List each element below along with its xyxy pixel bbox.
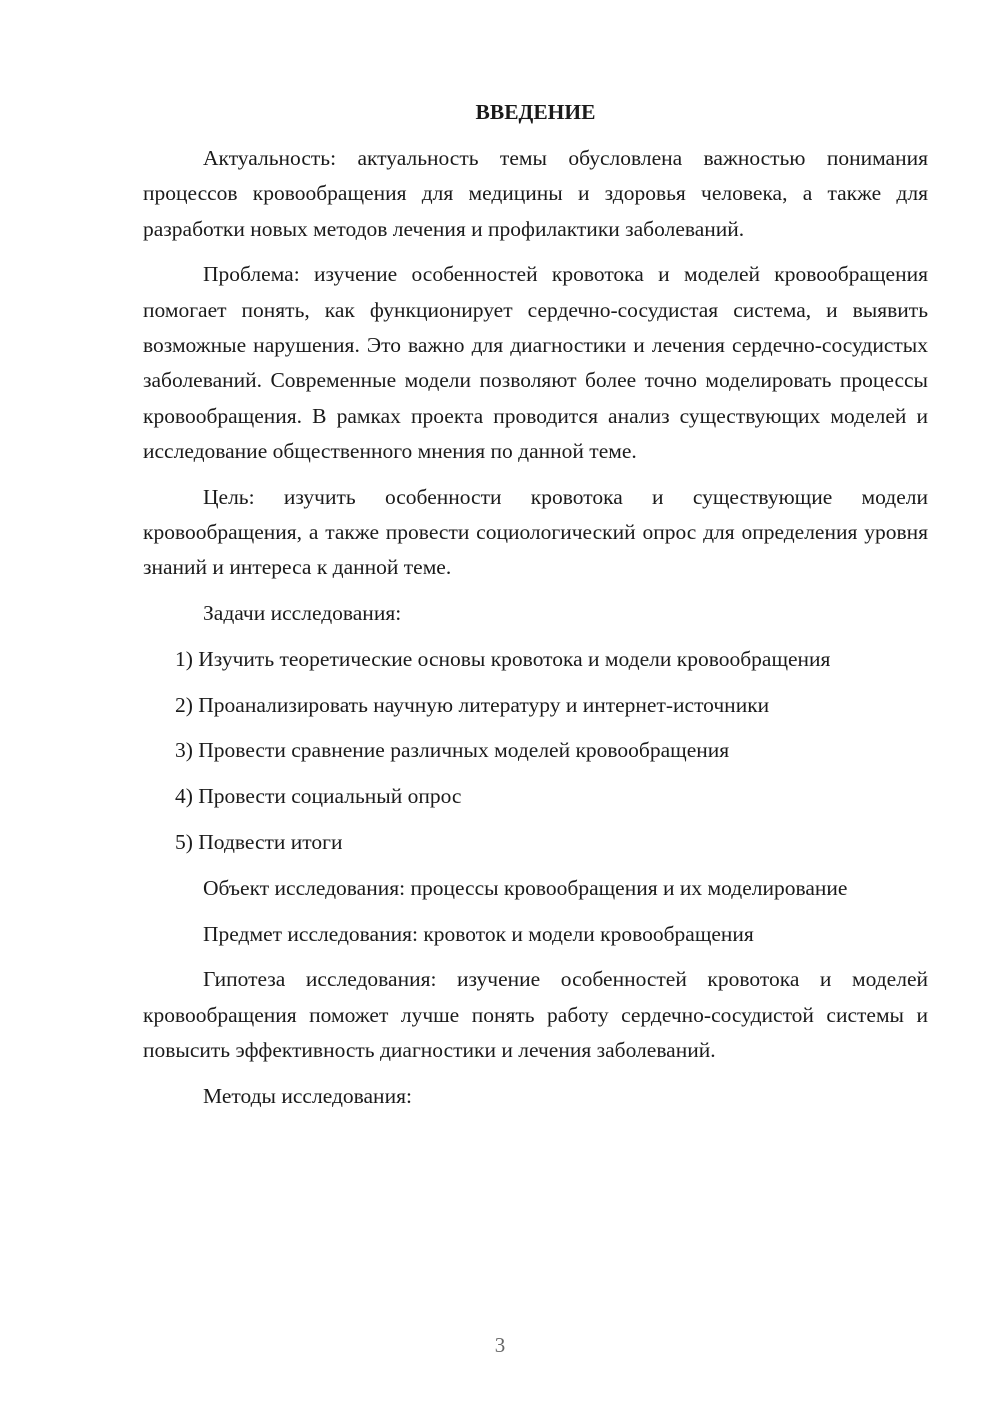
methods-heading: Методы исследования: (203, 1083, 412, 1108)
subject-paragraph: Предмет исследования: кровоток и модели кровообращения (203, 921, 754, 946)
task-item-3: 3) Провести сравнение различных моделей кровообращения (175, 738, 730, 763)
tasks-heading: Задачи исследования: (203, 601, 402, 626)
task-item-4: 4) Провести социальный опрос (175, 784, 462, 809)
problem-paragraph: Проблема: изучение особенностей кровотока и моделей кровообращения помогает понять, как функционирует сердечно-сосудистая система, и выявить возможные нарушения. Это важно для диагностики и лечения сердечно-сосудистых заболеваний. Современные модели позволяют более точно моделировать процессы кровообращения. В рамках проекта проводится анализ существующих моделей и исследование общественного мнения по данной теме. (143, 262, 928, 463)
task-item-2: 2) Проанализировать научную литературу и интернет-источники (175, 692, 770, 717)
section-title: ВВЕДЕНИЕ (475, 100, 596, 124)
document-page (143, 95, 928, 1125)
goal-paragraph: Цель: изучить особенности кровотока и существующие модели кровообращения, а также провести социологический опрос для определения уровня знаний и интереса к данной теме. (143, 484, 928, 580)
page-number: 3 (494, 1333, 506, 1357)
object-paragraph: Объект исследования: процессы кровообращения и их моделирование (203, 875, 848, 900)
relevance-paragraph: Актуальность: актуальность темы обусловлена важностью понимания процессов кровообращения для медицины и здоровья человека, а также для разработки новых методов лечения и профилактики заболеваний. (143, 146, 928, 241)
task-item-1: 1) Изучить теоретические основы кровотока и модели кровообращения (175, 646, 831, 671)
hypothesis-paragraph: Гипотеза исследования: изучение особенностей кровотока и моделей кровообращения поможет лучше понять работу сердечно-сосудистой системы и повысить эффективность диагностики и лечения заболеваний. (143, 967, 928, 1063)
task-item-5: 5) Подвести итоги (175, 830, 343, 855)
